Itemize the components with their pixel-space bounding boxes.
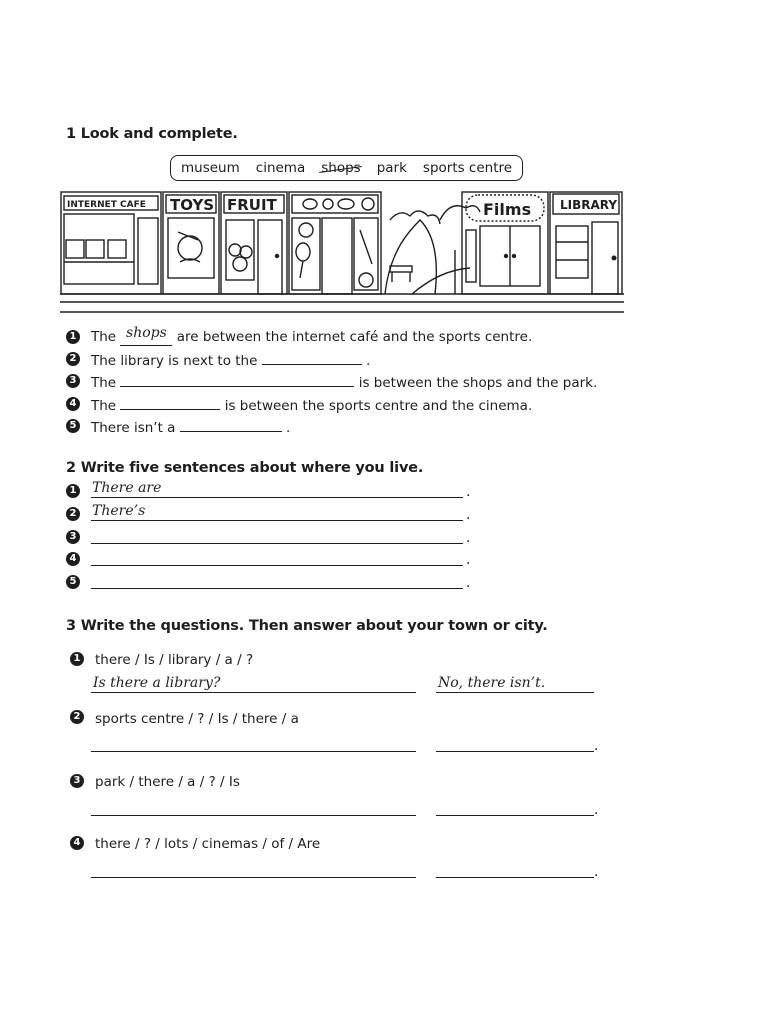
end-mark: . — [594, 738, 599, 754]
word-box-item-crossed: shops — [321, 160, 361, 176]
sign-fruit: FRUIT — [227, 196, 277, 214]
item-number: 2 — [70, 710, 84, 724]
s1-item-1-pre: The — [91, 329, 117, 345]
s1-item-5-pre: There isn’t a — [91, 420, 176, 436]
item-number: 4 — [70, 836, 84, 850]
item-number: 1 — [66, 484, 80, 498]
s3-item-4-prompt: there / ? / lots / cinemas / of / Are — [95, 836, 321, 852]
end-mark: . — [594, 802, 599, 818]
s2-line-1-example: There are — [92, 480, 162, 496]
s3-item-2-answer-line[interactable] — [436, 751, 594, 752]
s2-line-4[interactable] — [91, 565, 463, 566]
item-number: 2 — [66, 352, 80, 366]
s1-item-1-post: are between the internet café and the sports centre. — [176, 329, 533, 345]
s1-item-5-post: . — [286, 420, 291, 436]
s1-item-1-blank — [120, 325, 172, 346]
end-mark: . — [466, 507, 471, 523]
s3-item-1-answer: No, there isn’t. — [438, 675, 546, 691]
item-number: 4 — [66, 552, 80, 566]
item-number: 4 — [66, 397, 80, 411]
s3-item-2-prompt: sports centre / ? / Is / there / a — [95, 711, 299, 727]
item-number: 1 — [66, 330, 80, 344]
s1-item-4 — [91, 397, 532, 414]
s3-item-4-answer-line[interactable] — [436, 877, 594, 878]
word-box-item: park — [376, 160, 407, 176]
s1-item-1-answer: shops — [126, 325, 167, 341]
item-number: 3 — [66, 530, 80, 544]
item-number: 5 — [66, 575, 80, 589]
item-number: 3 — [70, 774, 84, 788]
s1-item-2 — [91, 352, 370, 369]
s1-item-3-blank[interactable] — [120, 374, 354, 387]
s3-item-1-answer-line[interactable] — [436, 692, 594, 693]
s3-item-4-question-line[interactable] — [91, 877, 416, 878]
s1-item-2-post: . — [366, 353, 371, 369]
item-number: 2 — [66, 507, 80, 521]
s2-line-2-example: There’s — [92, 503, 146, 519]
sign-internet-cafe: INTERNET CAFE — [67, 200, 146, 210]
item-number: 5 — [66, 419, 80, 433]
s1-item-3-pre: The — [91, 375, 117, 391]
s1-item-3 — [91, 374, 597, 391]
s3-item-3-answer-line[interactable] — [436, 815, 594, 816]
s3-item-1-question: Is there a library? — [93, 675, 221, 691]
section2-heading: 2 Write five sentences about where you live. — [66, 460, 424, 476]
s3-item-3-question-line[interactable] — [91, 815, 416, 816]
s1-item-4-post: is between the sports centre and the cinema. — [224, 398, 533, 414]
sign-films: Films — [483, 200, 532, 219]
sign-library: LIBRARY — [560, 198, 618, 212]
word-box — [170, 155, 523, 181]
s2-line-1[interactable] — [91, 497, 463, 498]
s1-item-4-blank[interactable] — [120, 397, 220, 410]
s3-item-3-prompt: park / there / a / ? / Is — [95, 774, 240, 790]
end-mark: . — [594, 864, 599, 880]
section3-heading: 3 Write the questions. Then answer about your town or city. — [66, 618, 548, 634]
word-box-item: cinema — [255, 160, 306, 176]
s1-item-4-pre: The — [91, 398, 117, 414]
s1-item-1 — [91, 325, 533, 346]
end-mark: . — [466, 530, 471, 546]
item-number: 3 — [66, 374, 80, 388]
s3-item-2-question-line[interactable] — [91, 751, 416, 752]
item-number: 1 — [70, 652, 84, 666]
s1-item-2-blank[interactable] — [262, 352, 362, 365]
s1-item-2-pre: The library is next to the — [91, 353, 258, 369]
end-mark: . — [466, 484, 471, 500]
s2-line-5[interactable] — [91, 588, 463, 589]
s3-item-1-question-line[interactable] — [91, 692, 416, 693]
section1-heading: 1 Look and complete. — [66, 126, 238, 142]
s3-item-1-prompt: there / Is / library / a / ? — [95, 652, 254, 668]
sign-toys: TOYS — [170, 196, 215, 214]
end-mark: . — [466, 552, 471, 568]
s1-item-5 — [91, 419, 290, 436]
s2-line-2[interactable] — [91, 520, 463, 521]
word-box-item: museum — [181, 160, 240, 176]
s2-line-3[interactable] — [91, 543, 463, 544]
word-box-item: sports centre — [422, 160, 513, 176]
street-illustration — [60, 190, 624, 314]
s1-item-3-post: is between the shops and the park. — [358, 375, 598, 391]
s1-item-5-blank[interactable] — [180, 419, 282, 432]
end-mark: . — [466, 575, 471, 591]
